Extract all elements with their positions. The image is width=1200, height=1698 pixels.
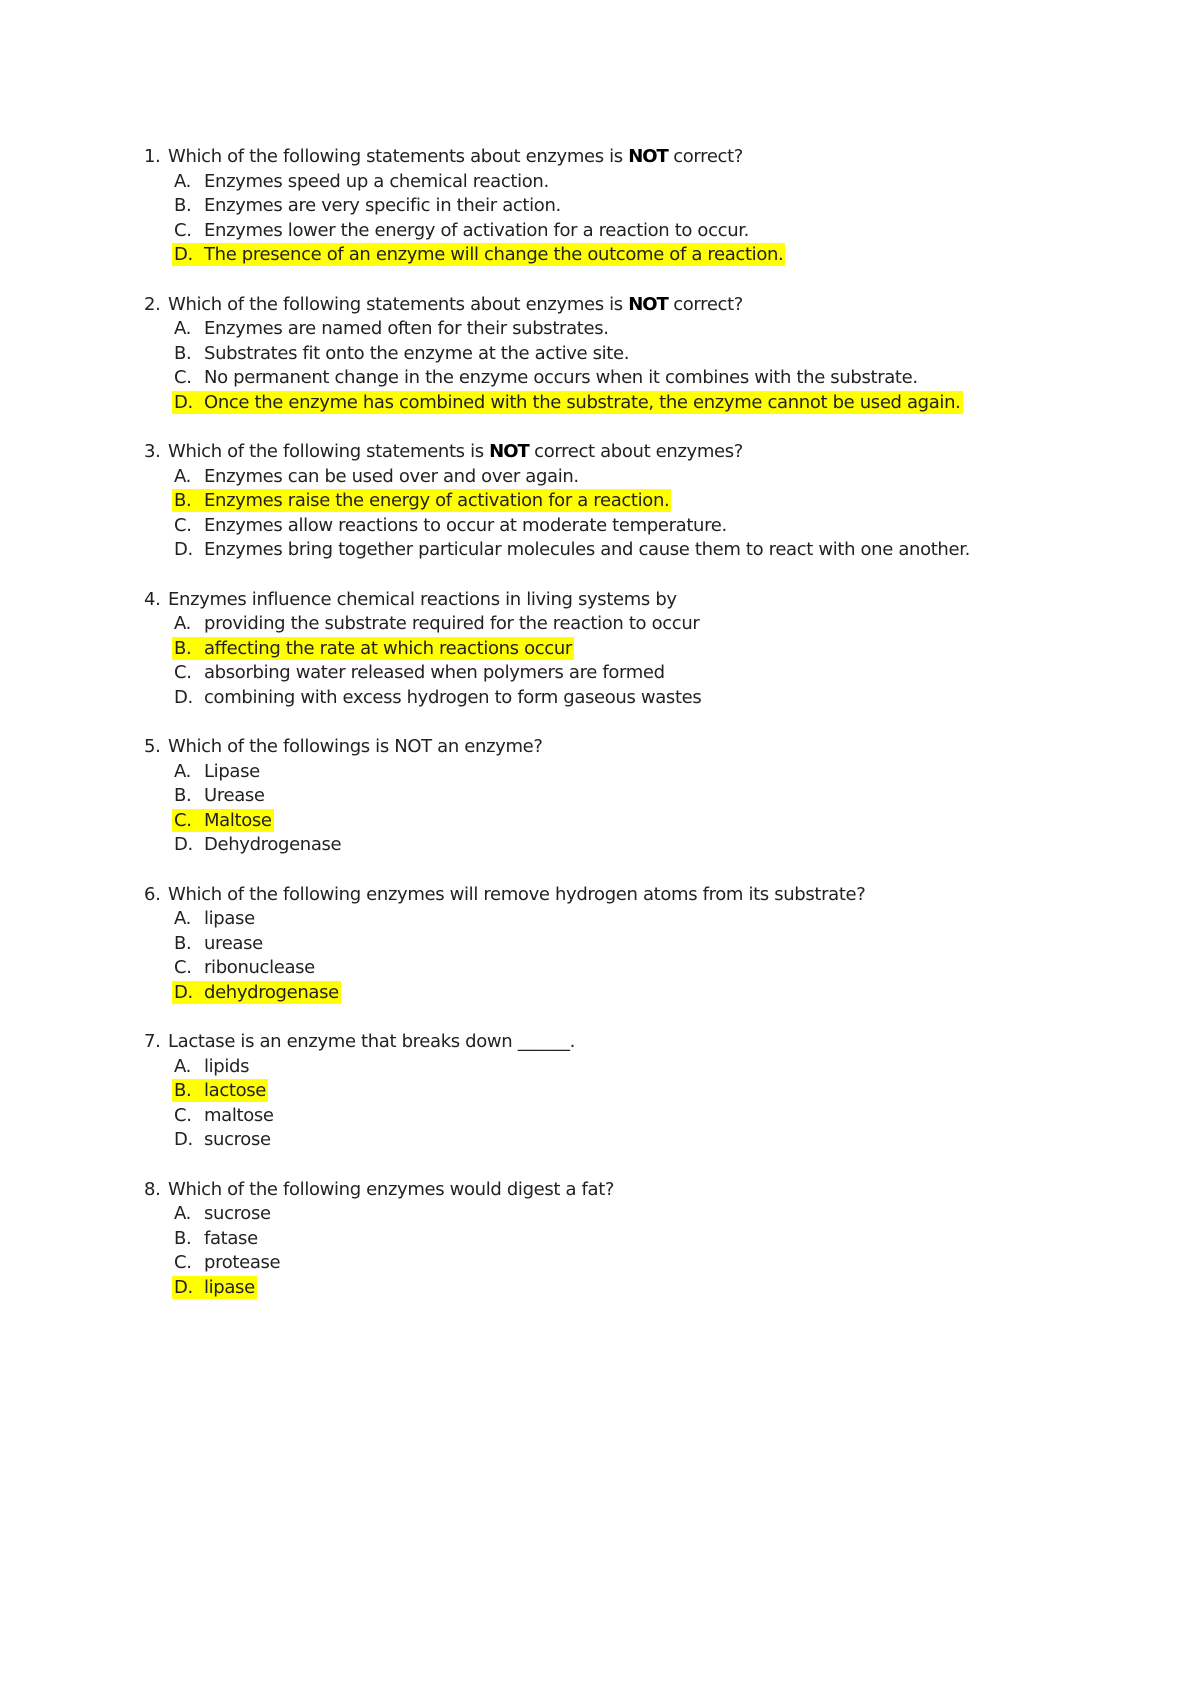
question-stem [144, 1178, 1144, 1203]
answer-option [144, 907, 1144, 932]
answer-text-block [172, 1055, 251, 1078]
question-3 [144, 440, 1144, 563]
option-text: absorbing water released when polymers are formed [204, 662, 665, 683]
question-stem [144, 440, 1144, 465]
option-letter: B. [174, 490, 192, 511]
option-letter: A. [174, 318, 192, 339]
answer-option [144, 956, 1144, 981]
question-number: 7. [144, 1031, 161, 1052]
question-text-end: correct? [667, 293, 743, 315]
option-text: lipase [204, 908, 255, 929]
question-7 [144, 1030, 1144, 1153]
question-text: Which of the following statements about enzymes is [168, 293, 629, 315]
answer-text-block [172, 1227, 260, 1250]
option-text: sucrose [204, 1203, 271, 1224]
answer-option [144, 170, 1144, 195]
question-number: 8. [144, 1178, 161, 1200]
answer-options [144, 170, 1144, 268]
option-text: Urease [204, 785, 265, 806]
highlighted-answer [172, 1079, 268, 1102]
highlighted-answer [172, 1276, 257, 1299]
option-text: providing the substrate required for the reaction to occur [204, 613, 700, 634]
answer-option [144, 833, 1144, 858]
answer-option [144, 342, 1144, 367]
answer-text-block [172, 538, 972, 561]
question-number: 1. [144, 146, 161, 167]
question-8 [144, 1178, 1144, 1301]
answer-text-block [172, 784, 267, 807]
option-text: Enzymes lower the energy of activation for a reaction to occur. [204, 219, 750, 241]
question-6 [144, 883, 1144, 1006]
option-text: Dehydrogenase [204, 834, 342, 855]
question-stem [144, 293, 1144, 318]
option-text: lipase [204, 1276, 255, 1298]
answer-option [144, 194, 1144, 219]
answer-option [144, 1227, 1144, 1252]
question-text-end: correct? [667, 146, 743, 167]
question-text-end: correct about enzymes? [528, 441, 743, 462]
answer-text-block [172, 170, 551, 193]
option-text: lactose [204, 1080, 267, 1101]
option-letter: D. [174, 1129, 193, 1150]
answer-option [144, 1251, 1144, 1276]
option-text: combining with excess hydrogen to form gaseous wastes [204, 686, 702, 708]
option-letter: C. [174, 514, 192, 536]
option-text: The presence of an enzyme will change the outcome of a reaction. [204, 244, 784, 265]
option-letter: D. [174, 244, 193, 265]
option-letter: B. [174, 342, 192, 364]
option-letter: D. [174, 1276, 193, 1298]
answer-option [144, 538, 1144, 563]
option-text: Lipase [204, 760, 260, 782]
answer-option [144, 489, 1144, 514]
question-number: 2. [144, 293, 161, 315]
option-text: Enzymes can be used over and over again. [204, 465, 579, 487]
option-letter: C. [174, 1104, 192, 1126]
question-text: Lactase is an enzyme that breaks down ______. [168, 1031, 575, 1052]
answer-option [144, 1128, 1144, 1153]
option-text: Enzymes allow reactions to occur at moderate temperature. [204, 514, 727, 536]
option-text: maltose [204, 1104, 274, 1126]
answer-text-block [172, 514, 729, 537]
question-text: Which of the following statements is [168, 441, 490, 462]
question-4 [144, 588, 1144, 711]
answer-option [144, 243, 1144, 268]
question-stem [144, 735, 1144, 760]
option-letter: A. [174, 465, 192, 487]
answer-text-block [172, 956, 317, 979]
option-text: affecting the rate at which reactions occur [204, 637, 572, 659]
option-letter: B. [174, 637, 192, 659]
answer-options [144, 760, 1144, 858]
option-letter: A. [174, 1055, 192, 1077]
answer-option [144, 809, 1144, 834]
option-letter: B. [174, 1080, 192, 1101]
answer-options [144, 612, 1144, 710]
question-stem [144, 145, 1144, 170]
option-text: lipids [204, 1055, 250, 1077]
answer-option [144, 981, 1144, 1006]
answer-option [144, 514, 1144, 539]
option-text: protease [204, 1252, 281, 1273]
answer-option [144, 637, 1144, 662]
answer-text-block [172, 932, 265, 955]
option-letter: C. [174, 367, 192, 388]
answer-option [144, 612, 1144, 637]
answer-option [144, 1079, 1144, 1104]
option-text: Substrates fit onto the enzyme at the active site. [204, 342, 630, 364]
answer-option [144, 317, 1144, 342]
quiz-question-list [144, 145, 1144, 1325]
question-number: 3. [144, 441, 161, 462]
option-letter: C. [174, 1252, 192, 1273]
option-letter: B. [174, 785, 192, 806]
answer-options [144, 907, 1144, 1005]
question-text: Which of the followings is NOT an enzyme? [168, 736, 543, 757]
option-letter: A. [174, 760, 192, 782]
answer-option [144, 686, 1144, 711]
answer-text-block [172, 366, 920, 389]
option-text: Maltose [204, 809, 272, 831]
question-number: 4. [144, 588, 161, 610]
question-5 [144, 735, 1144, 858]
highlighted-answer [172, 981, 341, 1004]
question-text: Which of the following enzymes will remove hydrogen atoms from its substrate? [168, 883, 866, 905]
answer-text-block [172, 760, 262, 783]
answer-option [144, 391, 1144, 416]
option-text: Once the enzyme has combined with the substrate, the enzyme cannot be used again. [204, 391, 961, 413]
option-letter: C. [174, 809, 192, 831]
answer-option [144, 784, 1144, 809]
question-number: 5. [144, 736, 161, 757]
answer-option [144, 932, 1144, 957]
highlighted-answer [172, 391, 963, 414]
option-letter: B. [174, 1227, 192, 1249]
answer-text-block [172, 1202, 273, 1225]
option-letter: C. [174, 662, 192, 683]
highlighted-answer [172, 809, 274, 832]
question-text: Which of the following statements about enzymes is [168, 146, 629, 167]
option-letter: A. [174, 170, 192, 192]
answer-option [144, 1104, 1144, 1129]
answer-text-block [172, 833, 343, 856]
question-keyword-emphasis: NOT [628, 146, 668, 167]
answer-option [144, 1202, 1144, 1227]
answer-options [144, 465, 1144, 563]
option-letter: D. [174, 539, 193, 560]
option-text: Enzymes raise the energy of activation for a reaction. [204, 490, 670, 511]
option-letter: D. [174, 834, 193, 855]
answer-options [144, 317, 1144, 415]
option-letter: A. [174, 908, 192, 929]
question-stem [144, 588, 1144, 613]
answer-option [144, 760, 1144, 785]
option-letter: C. [174, 957, 192, 978]
option-letter: C. [174, 219, 192, 241]
question-number: 6. [144, 883, 161, 905]
question-keyword-emphasis: NOT [489, 441, 529, 462]
option-text: Enzymes speed up a chemical reaction. [204, 170, 549, 192]
answer-text-block [172, 219, 751, 242]
option-letter: D. [174, 981, 193, 1003]
option-text: urease [204, 932, 263, 954]
option-letter: A. [174, 613, 192, 634]
answer-text-block [172, 907, 257, 930]
option-text: sucrose [204, 1129, 271, 1150]
answer-option [144, 1055, 1144, 1080]
highlighted-answer [172, 243, 785, 266]
option-text: Enzymes are named often for their substrates. [204, 318, 609, 339]
highlighted-answer [172, 637, 574, 660]
answer-text-block [172, 465, 581, 488]
question-text: Which of the following enzymes would digest a fat? [168, 1178, 615, 1200]
option-text: Enzymes are very specific in their action. [204, 195, 561, 216]
answer-option [144, 366, 1144, 391]
answer-option [144, 219, 1144, 244]
option-letter: A. [174, 1203, 192, 1224]
option-letter: B. [174, 932, 192, 954]
answer-text-block [172, 1104, 276, 1127]
question-stem [144, 883, 1144, 908]
option-text: ribonuclease [204, 957, 315, 978]
question-keyword-emphasis: NOT [628, 293, 668, 315]
answer-option [144, 465, 1144, 490]
answer-text-block [172, 1251, 282, 1274]
question-1 [144, 145, 1144, 268]
answer-text-block [172, 686, 703, 709]
answer-text-block [172, 1128, 273, 1151]
option-text: dehydrogenase [204, 981, 339, 1003]
question-text: Enzymes influence chemical reactions in living systems by [168, 588, 677, 610]
answer-text-block [172, 317, 611, 340]
answer-text-block [172, 661, 667, 684]
option-letter: D. [174, 686, 193, 708]
option-text: Enzymes bring together particular molecules and cause them to react with one another. [204, 539, 970, 560]
answer-text-block [172, 612, 701, 635]
answer-options [144, 1202, 1144, 1300]
option-text: No permanent change in the enzyme occurs when it combines with the substrate. [204, 367, 918, 388]
question-stem [144, 1030, 1144, 1055]
answer-text-block [172, 342, 631, 365]
answer-text-block [172, 194, 563, 217]
answer-option [144, 1276, 1144, 1301]
option-text: fatase [204, 1227, 258, 1249]
highlighted-answer [172, 489, 671, 512]
option-letter: D. [174, 391, 193, 413]
answer-options [144, 1055, 1144, 1153]
option-letter: B. [174, 195, 192, 216]
question-2 [144, 293, 1144, 416]
answer-option [144, 661, 1144, 686]
